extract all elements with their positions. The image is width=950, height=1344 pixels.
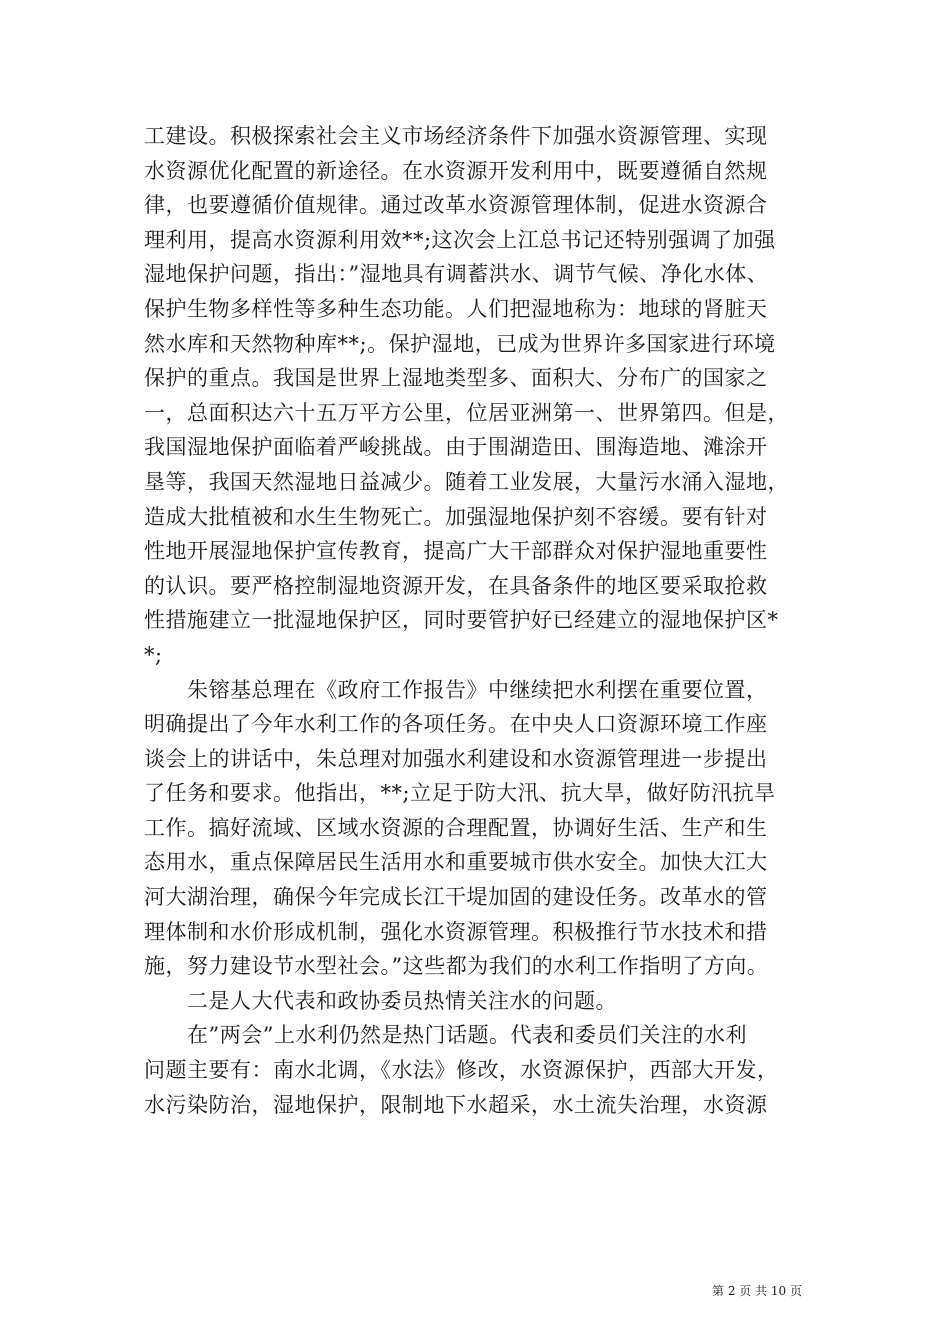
- text-line: 律，也要遵循价值规律。通过改革水资源管理体制，促进水资源合: [144, 193, 768, 218]
- text-line: 湿地保护问题，指出：”湿地具有调蓄洪水、调节气候、净化水体、: [144, 262, 769, 287]
- text-line: 明确提出了今年水利工作的各项任务。在中央人口资源环境工作座: [144, 712, 768, 737]
- paragraph-first-line: 朱镕基总理在《政府工作报告》中继续把水利摆在重要位置，: [187, 677, 768, 702]
- text-line: 了任务和要求。他指出，**;立足于防大汛、抗大旱，做好防汛抗旱: [144, 781, 776, 806]
- text-line: 理利用，提高水资源利用效**;这次会上江总书记还特别强调了加强: [144, 227, 776, 252]
- text-line: 谈会上的讲话中，朱总理对加强水利建设和水资源管理进一步提出: [144, 746, 768, 771]
- text-line: 水资源优化配置的新途径。在水资源开发利用中，既要遵循自然规: [144, 158, 768, 183]
- text-line: 性地开展湿地保护宣传教育，提高广大干部群众对保护湿地重要性: [144, 539, 768, 564]
- text-line: 施，努力建设节水型社会。”这些都为我们的水利工作指明了方向。: [144, 954, 769, 979]
- text-line: 垦等，我国天然湿地日益减少。随着工业发展，大量污水涌入湿地，: [144, 469, 789, 494]
- paragraph-first-line: 在”两会”上水利仍然是热门话题。代表和委员们关注的水利: [187, 1023, 747, 1048]
- page-number-footer: 第 2 页 共 10 页: [712, 1284, 802, 1298]
- section-heading: 二是人大代表和政协委员热情关注水的问题。: [187, 988, 617, 1013]
- text-line: 态用水，重点保障居民生活用水和重要城市供水安全。加快大江大: [144, 850, 768, 875]
- text-line: 性措施建立一批湿地保护区，同时要管护好已经建立的湿地保护区*: [144, 608, 779, 633]
- text-line: 然水库和天然物种库**;。保护湿地，已成为世界许多国家进行环境: [144, 331, 776, 356]
- document-body: [144, 119, 812, 1122]
- text-line: 一，总面积达六十五万平方公里，位居亚洲第一、世界第四。但是，: [144, 400, 789, 425]
- text-line: 问题主要有：南水北调，《水法》修改，水资源保护，西部大开发，: [144, 1058, 779, 1083]
- text-line: 水污染防治，湿地保护，限制地下水超采，水土流失治理，水资源: [144, 1092, 768, 1117]
- text-line: 保护生物多样性等多种生态功能。人们把湿地称为：地球的肾脏天: [144, 296, 768, 321]
- text-line: 理体制和水价形成机制，强化水资源管理。积极推行节水技术和措: [144, 919, 768, 944]
- text-line: 我国湿地保护面临着严峻挑战。由于围湖造田、围海造地、滩涂开: [144, 435, 768, 460]
- text-line: 河大湖治理，确保今年完成长江干堤加固的建设任务。改革水的管: [144, 885, 768, 910]
- text-line: 工建设。积极探索社会主义市场经济条件下加强水资源管理、实现: [144, 124, 768, 148]
- text-line: 保护的重点。我国是世界上湿地类型多、面积大、分布广的国家之: [144, 366, 768, 391]
- text-line: *;: [144, 642, 163, 667]
- text-line: 工作。搞好流域、区域水资源的合理配置，协调好生活、生产和生: [144, 815, 768, 840]
- text-line: 造成大批植被和水生生物死亡。加强湿地保护刻不容缓。要有针对: [144, 504, 768, 529]
- text-line: 的认识。要严格控制湿地资源开发，在具备条件的地区要采取抢救: [144, 573, 768, 598]
